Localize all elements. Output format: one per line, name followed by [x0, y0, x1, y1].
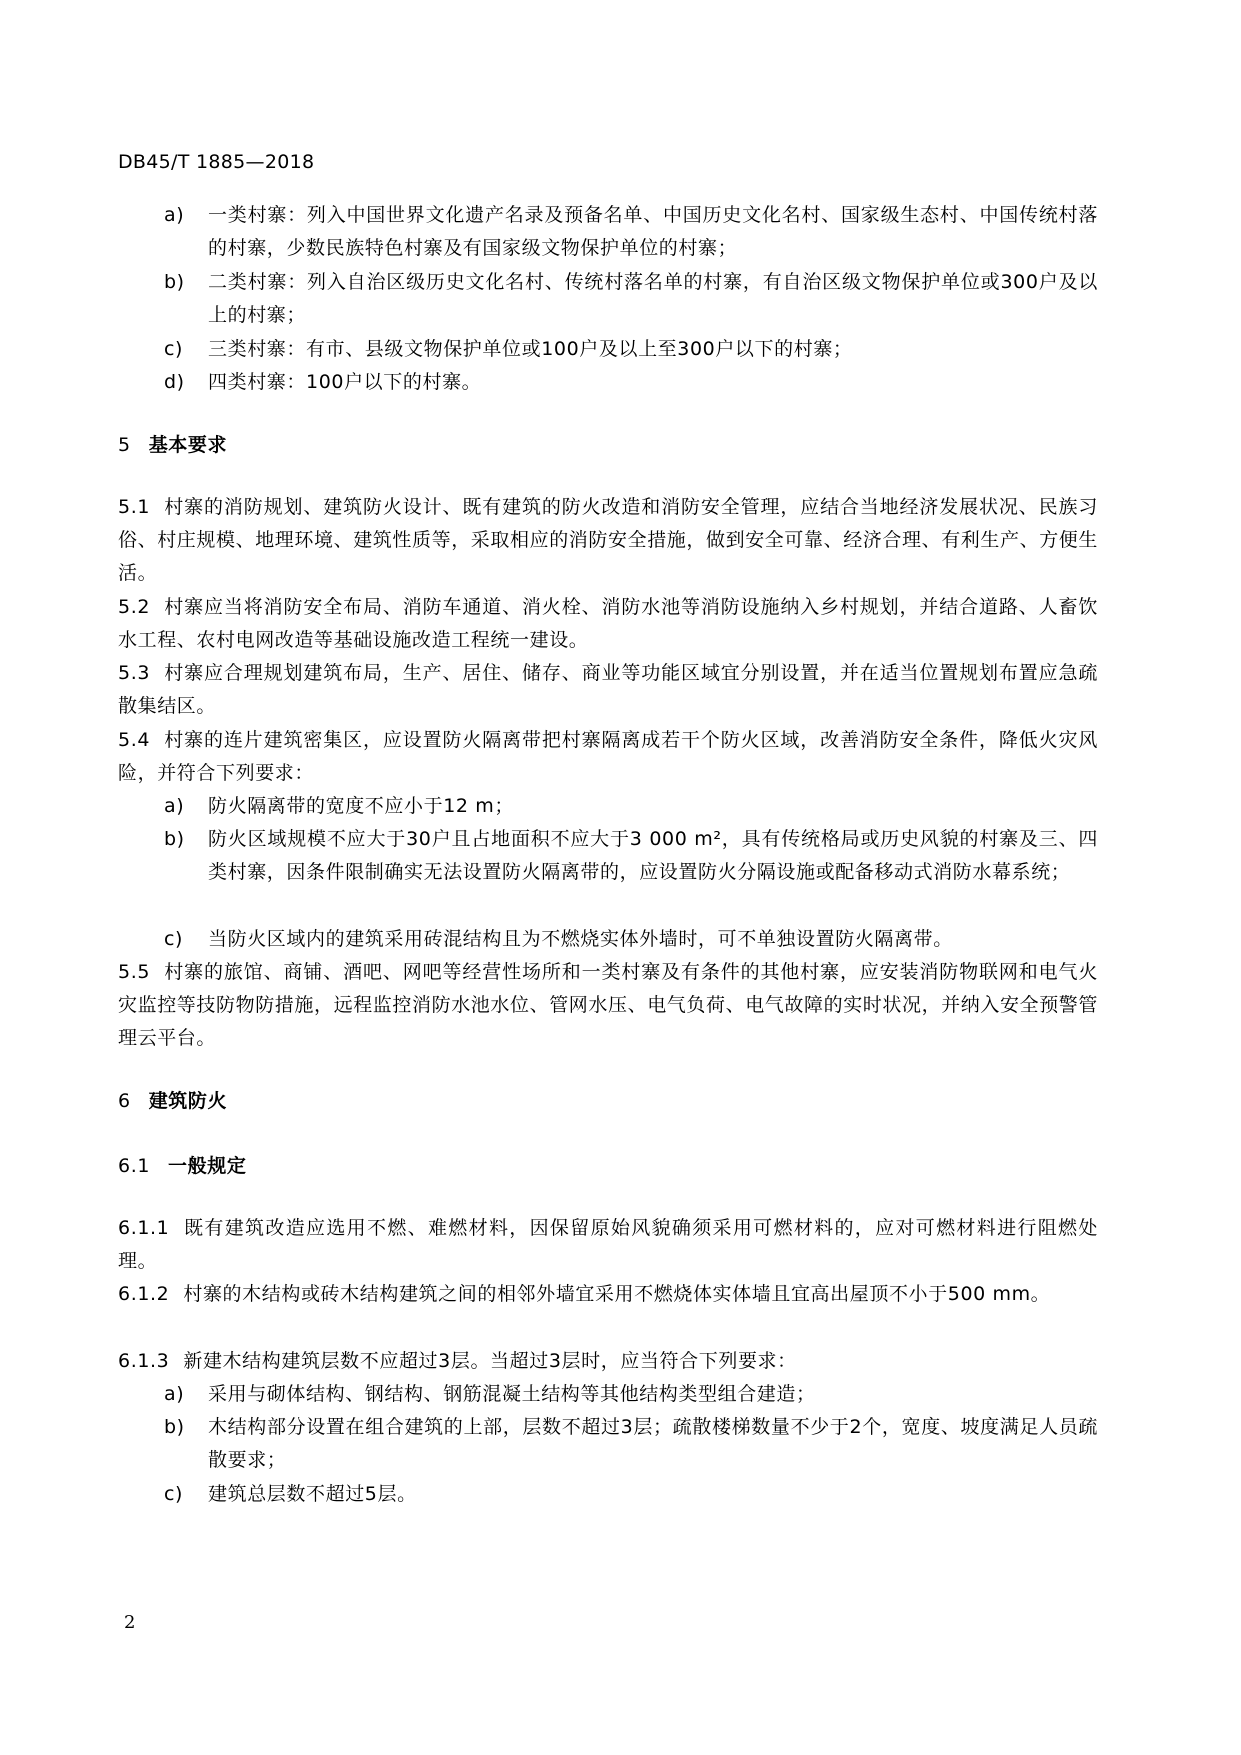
list-text: 一类村寨：列入中国世界文化遗产名录及预备名单、中国历史文化名村、国家级生态村、中国传统村落的村寨，少数民族特色村寨及有国家级文物保护单位的村寨；	[208, 204, 1098, 259]
list-marker: c)	[164, 928, 184, 950]
clause-text: 村寨应合理规划建筑布局，生产、居住、储存、商业等功能区域宜分别设置，并在适当位置规划布置应急疏散集结区。	[118, 662, 1098, 717]
list-text: 四类村寨：100户以下的村寨。	[208, 371, 482, 393]
list-item	[164, 199, 1098, 265]
clause-5-2	[118, 591, 1098, 657]
list-text: 建筑总层数不超过5层。	[208, 1483, 417, 1505]
clause-number: 5.1	[118, 496, 151, 518]
list-text: 防火隔离带的宽度不应小于12 m；	[208, 795, 514, 817]
list-text: 采用与砌体结构、钢结构、钢筋混凝土结构等其他结构类型组合建造；	[208, 1383, 816, 1405]
clause-text: 新建木结构建筑层数不应超过3层。当超过3层时，应当符合下列要求：	[183, 1350, 797, 1372]
list-item	[164, 1411, 1098, 1477]
list-item	[164, 823, 1098, 889]
clause-number: 6.1.1	[118, 1217, 170, 1239]
list-item	[164, 1478, 1098, 1511]
list-text: 木结构部分设置在组合建筑的上部，层数不超过3层；疏散楼梯数量不少于2个，宽度、坡度满足人员疏散要求；	[208, 1416, 1098, 1471]
list-marker: c)	[164, 338, 184, 360]
list-text: 防火区域规模不应大于30户且占地面积不应大于3 000 m²，具有传统格局或历史风貌的村寨及三、四类村寨，因条件限制确实无法设置防火隔离带的，应设置防火分隔设施或配备移动式消防水幕系统；	[208, 828, 1098, 883]
section-number: 5	[118, 434, 131, 456]
list-item	[164, 1378, 1098, 1411]
subsection-number: 6.1	[118, 1155, 151, 1177]
section-heading-5	[118, 429, 227, 462]
section-number: 6	[118, 1090, 131, 1112]
list-text: 三类村寨：有市、县级文物保护单位或100户及以上至300户以下的村寨；	[208, 338, 853, 360]
subsection-title: 一般规定	[168, 1155, 247, 1177]
clause-text: 村寨的连片建筑密集区，应设置防火隔离带把村寨隔离成若干个防火区域，改善消防安全条件，降低火灾风险，并符合下列要求：	[118, 729, 1098, 784]
clause-text: 既有建筑改造应选用不燃、难燃材料，因保留原始风貌确须采用可燃材料的，应对可燃材料进行阻燃处理。	[118, 1217, 1098, 1272]
clause-6-1-2	[118, 1278, 1098, 1311]
clause-text: 村寨的消防规划、建筑防火设计、既有建筑的防火改造和消防安全管理，应结合当地经济发展状况、民族习俗、村庄规模、地理环境、建筑性质等，采取相应的消防安全措施，做到安全可靠、经济合理、有利生产、方便生活。	[118, 496, 1099, 584]
clause-text: 村寨应当将消防安全布局、消防车通道、消火栓、消防水池等消防设施纳入乡村规划，并结合道路、人畜饮水工程、农村电网改造等基础设施改造工程统一建设。	[118, 596, 1098, 651]
list-item	[164, 790, 1098, 823]
list-item	[164, 366, 1098, 399]
clause-number: 5.4	[118, 729, 151, 751]
list-marker: a)	[164, 1383, 185, 1405]
list-item	[164, 923, 1098, 956]
clause-number: 5.2	[118, 596, 151, 618]
list-marker: c)	[164, 1483, 184, 1505]
list-item	[164, 333, 1098, 366]
clause-6-1-3	[118, 1345, 1098, 1378]
list-marker: a)	[164, 204, 185, 226]
clause-5-4	[118, 724, 1098, 790]
section-heading-6	[118, 1085, 227, 1118]
subsection-heading-6-1	[118, 1150, 246, 1183]
list-text: 二类村寨：列入自治区级历史文化名村、传统村落名单的村寨，有自治区级文物保护单位或300户及以上的村寨；	[208, 271, 1098, 326]
list-marker: a)	[164, 795, 185, 817]
section-title: 基本要求	[148, 434, 228, 456]
list-marker: b)	[164, 828, 185, 850]
section-title: 建筑防火	[148, 1090, 228, 1112]
document-code: DB45/T 1885—2018	[118, 151, 315, 173]
clause-5-5	[118, 956, 1098, 1055]
list-marker: b)	[164, 1416, 185, 1438]
clause-number: 5.3	[118, 662, 151, 684]
clause-number: 6.1.3	[118, 1350, 170, 1372]
list-text: 当防火区域内的建筑采用砖混结构且为不燃烧实体外墙时，可不单独设置防火隔离带。	[208, 928, 953, 950]
clause-number: 5.5	[118, 961, 151, 983]
clause-6-1-1	[118, 1212, 1098, 1278]
list-marker: d)	[164, 371, 185, 393]
clause-text: 村寨的木结构或砖木结构建筑之间的相邻外墙宜采用不燃烧体实体墙且宜高出屋顶不小于500 mm。	[183, 1283, 1051, 1305]
page-number: 2	[124, 1612, 136, 1633]
clause-text: 村寨的旅馆、商铺、酒吧、网吧等经营性场所和一类村寨及有条件的其他村寨，应安装消防物联网和电气火灾监控等技防物防措施，远程监控消防水池水位、管网水压、电气负荷、电气故障的实时状况，并纳入安全预警管理云平台。	[118, 961, 1099, 1049]
clause-5-1	[118, 491, 1098, 590]
list-item	[164, 266, 1098, 332]
list-marker: b)	[164, 271, 185, 293]
clause-number: 6.1.2	[118, 1283, 170, 1305]
clause-5-3	[118, 657, 1098, 723]
